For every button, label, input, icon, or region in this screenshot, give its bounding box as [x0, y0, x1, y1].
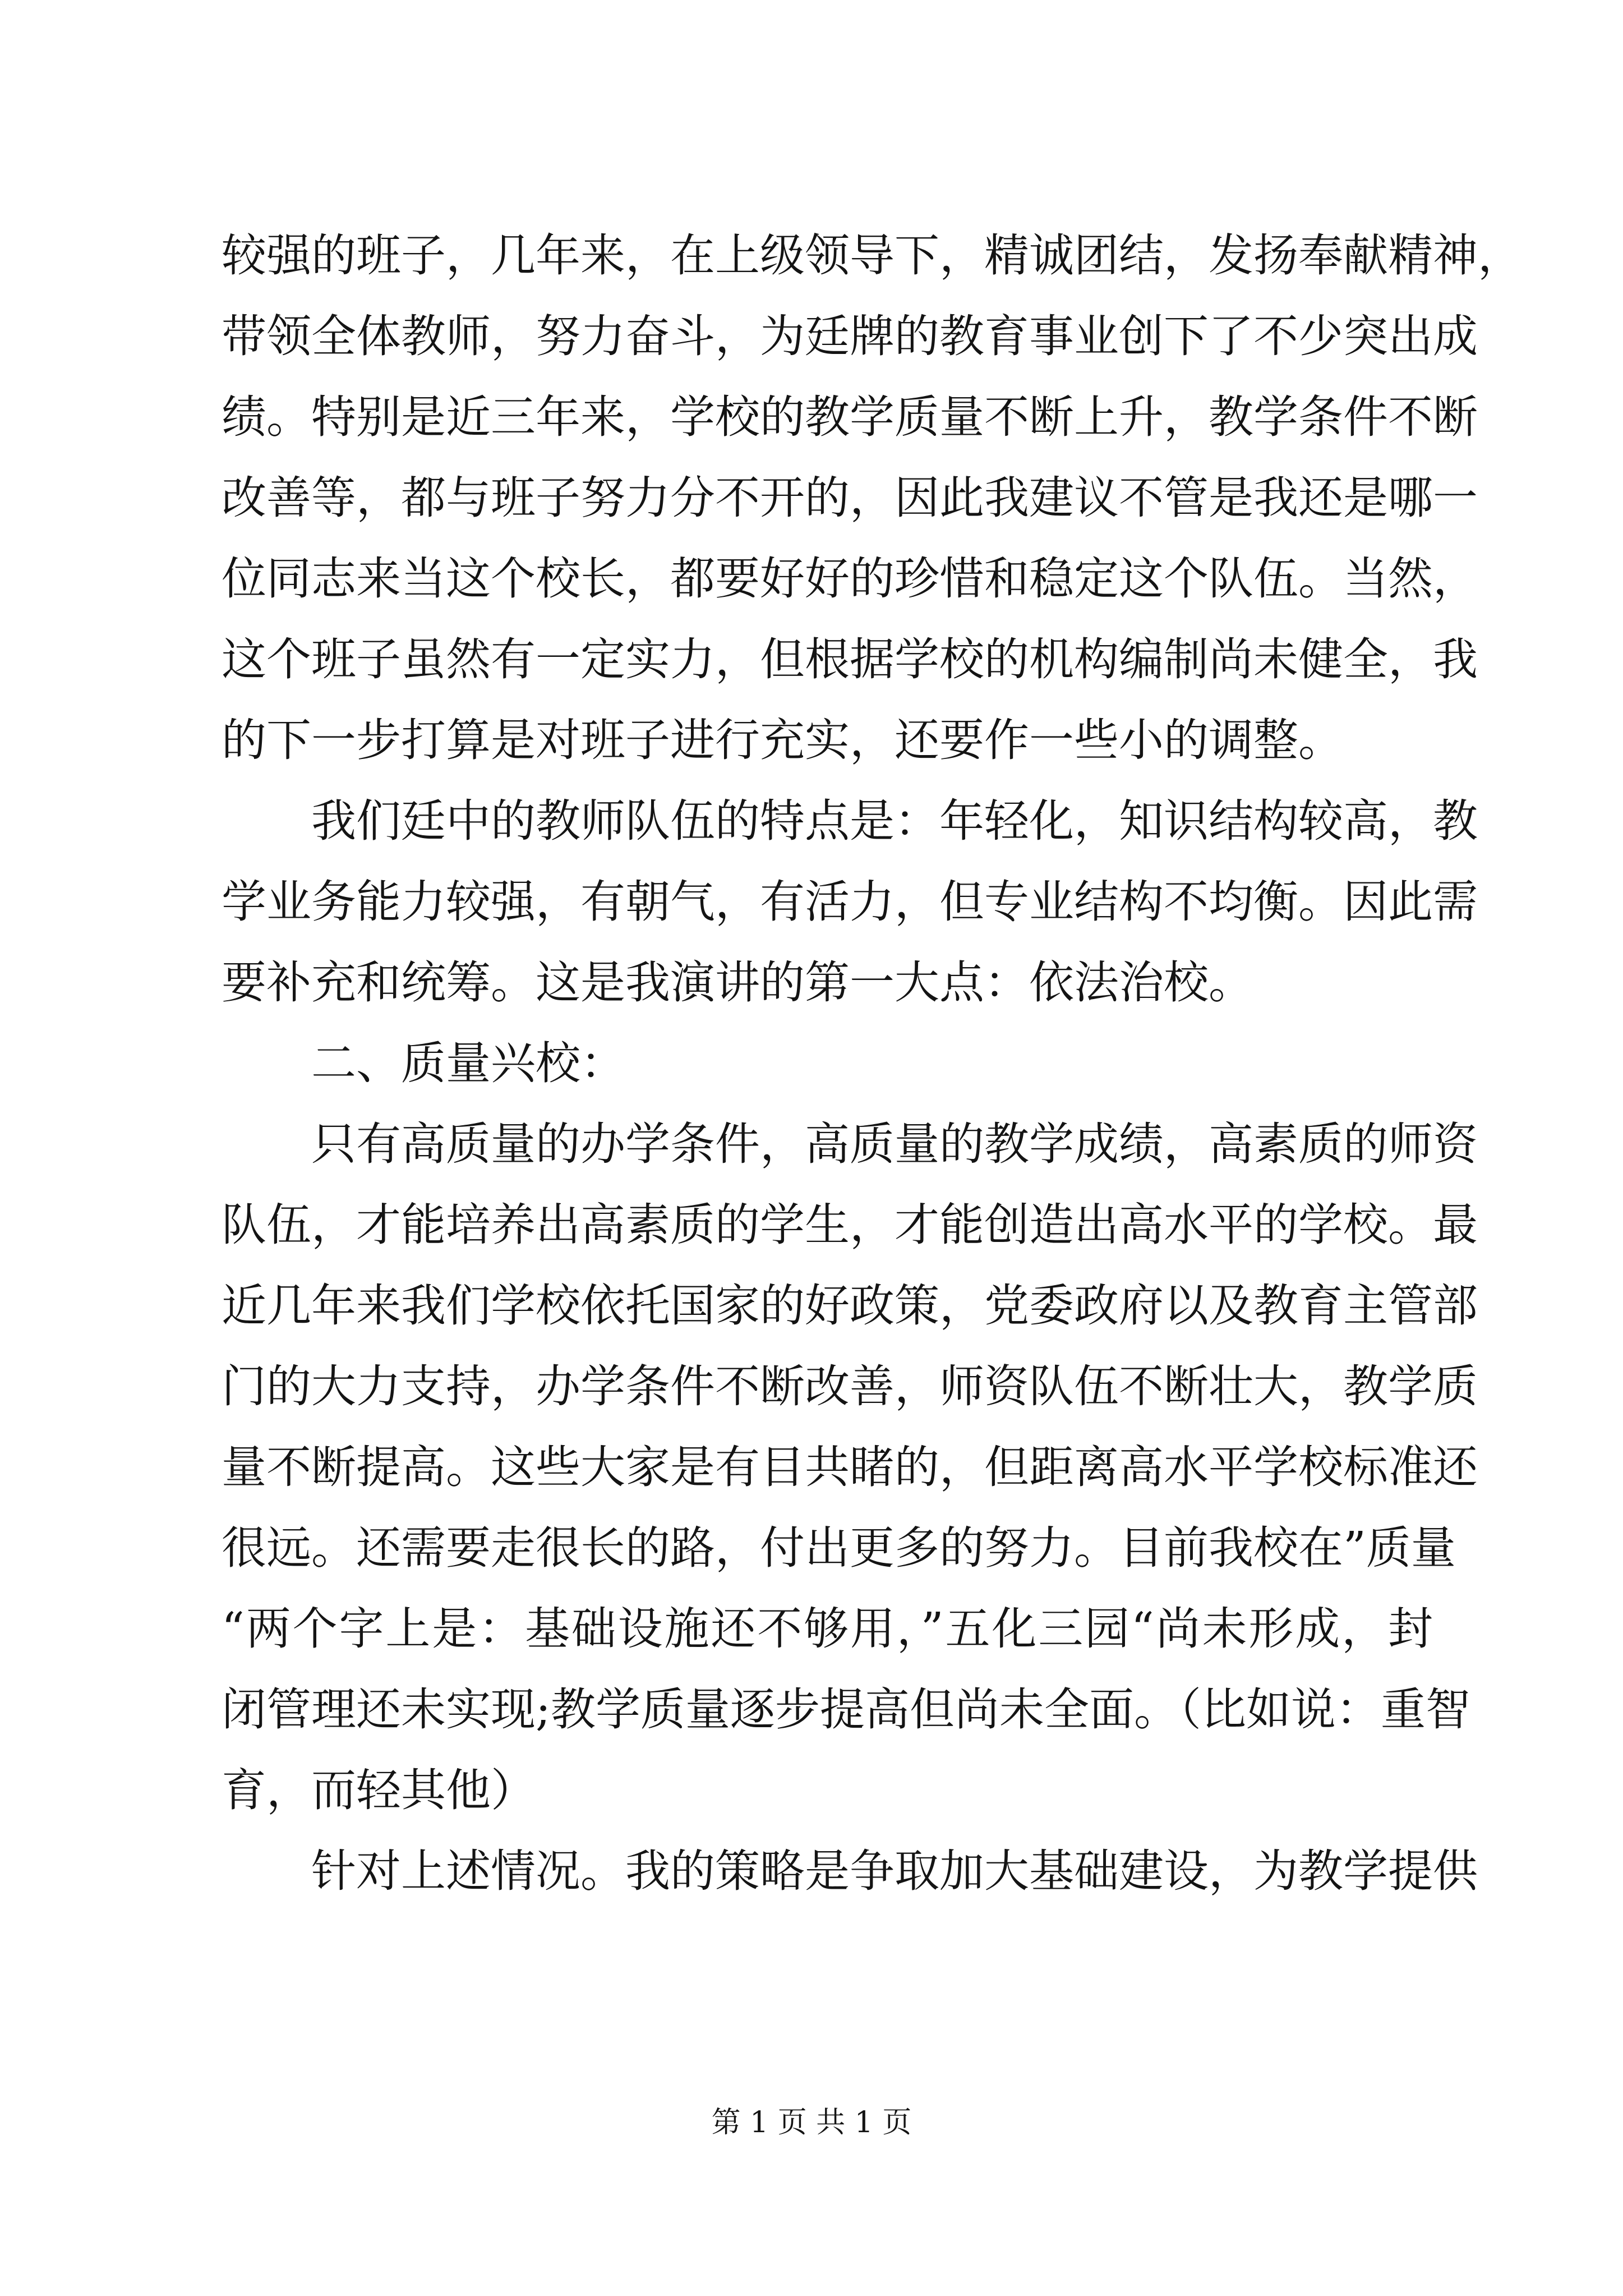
text-line: 只有高质量的办学条件，高质量的教学成绩，高素质的师资 — [311, 1118, 1478, 1170]
text-line: 要补充和统筹。这是我演讲的第一大点：依法治校。 — [222, 956, 1253, 1009]
text-line: 二、质量兴校： — [311, 1037, 625, 1089]
text-line: 闭管理还未实现;教学质量逐步提高但尚未全面。（比如说：重智 — [222, 1683, 1470, 1736]
page-footer: 第 1 页 共 1 页 — [711, 2106, 912, 2139]
text-line: 育，而轻其他） — [222, 1764, 536, 1816]
text-line: 这个班子虽然有一定实力，但根据学校的机构编制尚未健全，我 — [222, 633, 1478, 685]
text-line: “两个字上是：基础设施还不够用，”五化三园“尚未形成，封 — [222, 1603, 1433, 1655]
text-line: 绩。特别是近三年来，学校的教学质量不断上升，教学条件不断 — [222, 391, 1478, 443]
text-line: 量不断提高。这些大家是有目共睹的，但距离高水平学校标准还 — [222, 1441, 1478, 1493]
text-line: 队伍，才能培养出高素质的学生，才能创造出高水平的学校。最 — [222, 1199, 1478, 1251]
document-body — [222, 215, 1523, 1912]
text-line: 改善等，都与班子努力分不开的，因此我建议不管是我还是哪一 — [222, 472, 1478, 524]
text-line: 位同志来当这个校长，都要好好的珍惜和稳定这个队伍。当然， — [222, 553, 1478, 605]
text-line: 的下一步打算是对班子进行充实，还要作一些小的调整。 — [222, 714, 1343, 766]
text-line: 针对上述情况。我的策略是争取加大基础建设，为教学提供 — [311, 1845, 1478, 1897]
text-line: 带领全体教师，努力奋斗，为廷牌的教育事业创下了不少突出成 — [222, 310, 1478, 362]
text-line: 近几年来我们学校依托国家的好政策，党委政府以及教育主管部 — [222, 1280, 1478, 1332]
text-line: 较强的班子，几年来，在上级领导下，精诚团结，发扬奉献精神， — [222, 229, 1523, 282]
text-line: 我们廷中的教师队伍的特点是：年轻化，知识结构较高，教 — [311, 795, 1478, 847]
text-line: 学业务能力较强，有朝气，有活力，但专业结构不均衡。因此需 — [222, 876, 1478, 928]
text-line: 门的大力支持，办学条件不断改善，师资队伍不断壮大，教学质 — [222, 1360, 1478, 1412]
text-line: 很远。还需要走很长的路，付出更多的努力。目前我校在”质量 — [222, 1522, 1456, 1574]
